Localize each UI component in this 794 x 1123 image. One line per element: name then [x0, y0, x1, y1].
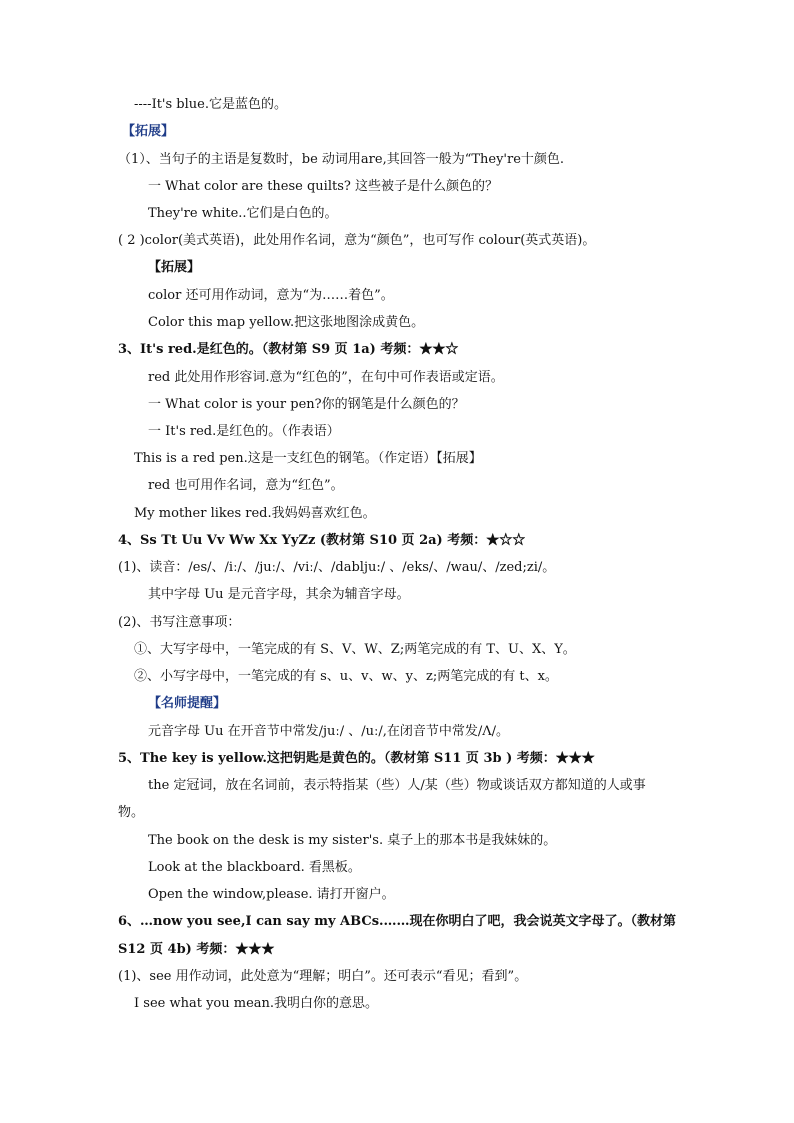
text-line: color 还可用作动词，意为“为……着色”。: [148, 288, 394, 303]
text-line: red 也可用作名词，意为“红色”。: [148, 478, 344, 493]
text-line: red 此处用作形容词.意为“红色的”，在句中可作表语或定语。: [148, 370, 504, 385]
text-line: ( 2 )color(美式英语)，此处用作名词，意为“颜色”，也可写作 colour(英式英语)。: [118, 233, 596, 248]
text-line: 其中字母 Uu 是元音字母，其余为辅音字母。: [148, 587, 410, 602]
item-heading-5: 5、The key is yellow.这把钥匙是黄色的。（教材第 S11 页 3b ) 考频：★★★: [118, 751, 595, 766]
text-line: Look at the blackboard. 看黑板。: [148, 860, 361, 875]
text-line: the 定冠词，放在名词前，表示特指某（些）人/某（些）物或谈话双方都知道的人或事: [148, 778, 646, 793]
text-line: This is a red pen.这是一支红色的钢笔。（作定语）【拓展】: [134, 451, 482, 466]
text-line: 一 What color are these quilts? 这些被子是什么颜色的？: [148, 179, 498, 194]
item-heading-4: 4、Ss Tt Uu Vv Ww Xx YyZz (教材第 S10 页 2a) 考频：★☆☆: [118, 533, 526, 548]
text-line: ----It's blue.它是蓝色的。: [134, 97, 287, 112]
text-line: 物。: [118, 805, 145, 820]
text-line: (2)、书写注意事项：: [118, 615, 241, 630]
item-heading-6-continued: S12 页 4b) 考频：★★★: [118, 942, 275, 957]
text-line: They're white..它们是白色的。: [148, 206, 338, 221]
text-line: ①、大写字母中，一笔完成的有 S、V、W、Z;两笔完成的有 T、U、X、Y。: [134, 642, 576, 657]
text-line: Open the window,please. 请打开窗户。: [148, 887, 395, 902]
text-line: I see what you mean.我明白你的意思。: [134, 996, 379, 1011]
text-line: 一 It's red.是红色的。（作表语）: [148, 424, 340, 439]
text-line: (1)、see 用作动词，此处意为“理解；明白”。还可表示“看见；看到”。: [118, 969, 528, 984]
item-heading-3: 3、It's red.是红色的。（教材第 S9 页 1a) 考频：★★☆: [118, 342, 459, 357]
text-line: Color this map yellow.把这张地图涂成黄色。: [148, 315, 425, 330]
text-line: 元音字母 Uu 在开音节中常发/juː/ 、/uː/,在闭音节中常发/Λ/。: [148, 724, 510, 739]
text-line: ②、小写字母中，一笔完成的有 s、u、v、w、y、z;两笔完成的有 t、x。: [134, 669, 558, 684]
section-heading-expand: 【拓展】: [148, 260, 201, 275]
section-heading-expand: 【拓展】: [122, 124, 175, 139]
text-line: My mother likes red.我妈妈喜欢红色。: [134, 506, 376, 521]
text-line: （1）、当句子的主语是复数时，be 动词用are,其回答一般为“They're十颜色.: [118, 152, 565, 167]
text-line: 一 What color is your pen?你的钢笔是什么颜色的？: [148, 397, 465, 412]
section-heading-teacher-tip: 【名师提醒】: [148, 696, 227, 711]
text-line: (1)、读音：/es/、/iː/、/juː/、/viː/、/dablju:/ 、/eks/、/wau/、/zed;zi/。: [118, 560, 556, 575]
item-heading-6: 6、…now you see,I can say my ABCs.……现在你明白了吧，我会说英文字母了。（教材第: [118, 914, 677, 929]
text-line: The book on the desk is my sister's. 桌子上的那本书是我妹妹的。: [148, 833, 557, 848]
